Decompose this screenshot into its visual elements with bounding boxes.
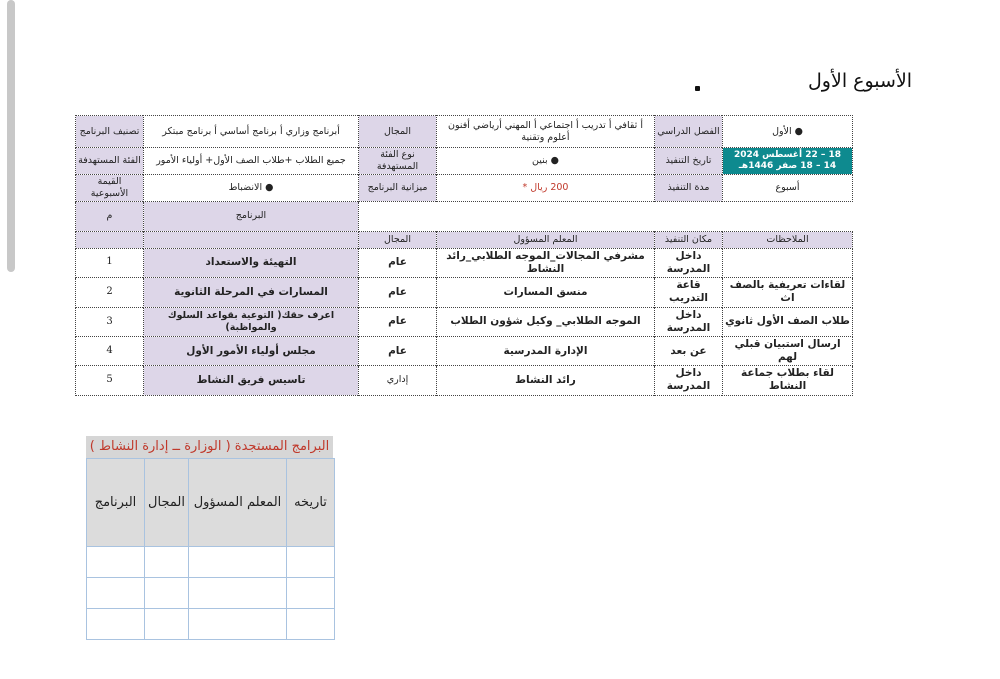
row-place: داخل المدرسة xyxy=(655,248,723,277)
col-date: تاريخه xyxy=(287,459,335,547)
empty-cell[interactable] xyxy=(87,609,145,640)
info-row-program-header xyxy=(76,201,853,231)
scrollbar[interactable] xyxy=(7,0,15,272)
row-program: المسارات في المرحلة الثانوية xyxy=(144,277,359,307)
target-type-label: نوع الفئة المستهدفة xyxy=(359,148,437,175)
week-title: الأسبوع الأول xyxy=(808,70,913,92)
new-programs-title: البرامج المستجدة ( الوزارة ــ إدارة النشاط ) xyxy=(86,436,333,458)
empty-cell[interactable] xyxy=(145,609,189,640)
col-field: المجال xyxy=(145,459,189,547)
row-num: 3 xyxy=(76,307,144,336)
field-label: المجال xyxy=(359,116,437,148)
exec-date-value xyxy=(723,148,853,175)
row-num: 2 xyxy=(76,277,144,307)
empty-cell[interactable] xyxy=(189,609,287,640)
row-teacher: مشرفي المجالات_الموجه الطلابي_رائد النشاط xyxy=(437,248,655,277)
row-place: داخل المدرسة xyxy=(655,307,723,336)
row-notes: ارسال استبيان قبلي لهم xyxy=(723,337,853,366)
gender-value: ● بنين xyxy=(437,148,655,175)
weekly-label: القيمة الأسبوعية xyxy=(76,174,144,201)
row-notes xyxy=(723,248,853,277)
row-num: 1 xyxy=(76,248,144,277)
row-program: تاسيس فريق النشاط xyxy=(144,366,359,395)
blank-area xyxy=(359,201,853,231)
info-row-duration xyxy=(76,174,853,201)
duration-value: أسبوع xyxy=(723,174,853,201)
row-place: داخل المدرسة xyxy=(655,366,723,395)
duration-label: مدة التنفيذ xyxy=(655,174,723,201)
empty-cell[interactable] xyxy=(87,547,145,578)
empty-cell[interactable] xyxy=(145,547,189,578)
empty-cell[interactable] xyxy=(287,547,335,578)
field-types: أ ثقافي أ تدريب أ اجتماعي أ المهني أرياضي أفنون أعلوم وتقنية xyxy=(437,116,655,148)
row-num: 4 xyxy=(76,337,144,366)
empty-cell[interactable] xyxy=(287,609,335,640)
table-row xyxy=(87,609,335,640)
semester-value: ● الأول xyxy=(723,116,853,148)
table-row xyxy=(76,337,853,366)
columns-header-row xyxy=(76,231,853,248)
info-row-date xyxy=(76,148,853,175)
row-num: 5 xyxy=(76,366,144,395)
table-row xyxy=(87,547,335,578)
row-field: عام xyxy=(359,277,437,307)
row-notes: لقاءات تعريفية بالصف اث xyxy=(723,277,853,307)
bullet-mark xyxy=(695,86,700,91)
row-place: عن بعد xyxy=(655,337,723,366)
target-value: جميع الطلاب +طلاب الصف الأول+ أولياء الأمور xyxy=(144,148,359,175)
empty-cell[interactable] xyxy=(87,578,145,609)
budget-label: ميزانية البرنامج xyxy=(359,174,437,201)
col-place: مكان التنفيذ xyxy=(655,231,723,248)
program-class-label: تصنيف البرنامج xyxy=(76,116,144,148)
budget-value: 200 ريال * xyxy=(437,174,655,201)
row-field: عام xyxy=(359,307,437,336)
row-field: عام xyxy=(359,337,437,366)
table-row xyxy=(76,307,853,336)
empty-cell[interactable] xyxy=(189,547,287,578)
col-responsible-teacher: المعلم المسؤول xyxy=(189,459,287,547)
program-info-table xyxy=(75,115,853,396)
target-label: الفئة المستهدفة xyxy=(76,148,144,175)
new-programs-table xyxy=(86,458,335,640)
semester-label: الفصل الدراسي xyxy=(655,116,723,148)
col-num-blank xyxy=(76,231,144,248)
row-teacher: الموجه الطلابي_ وكيل شؤون الطلاب xyxy=(437,307,655,336)
col-teacher: المعلم المسؤول xyxy=(437,231,655,248)
table-row xyxy=(76,277,853,307)
empty-cell[interactable] xyxy=(287,578,335,609)
row-notes: لقاء بطلاب جماعة النشاط xyxy=(723,366,853,395)
exec-date-gregorian: 18 – 22 أغسطس 2024 xyxy=(733,149,842,160)
row-program: التهيئة والاستعداد xyxy=(144,248,359,277)
weekly-value: ● الانضباط xyxy=(144,174,359,201)
row-place: قاعة التدريب xyxy=(655,277,723,307)
col-field: المجال xyxy=(359,231,437,248)
row-program: مجلس أولياء الأمور الأول xyxy=(144,337,359,366)
info-row-semester xyxy=(76,116,853,148)
row-notes: طلاب الصف الأول ثانوي xyxy=(723,307,853,336)
row-field: عام xyxy=(359,248,437,277)
table-row xyxy=(87,578,335,609)
program-types: أبرنامج وزاري أ برنامج أساسي أ برنامج مبتكر xyxy=(144,116,359,148)
table-row xyxy=(76,248,853,277)
program-header: البرنامج xyxy=(144,201,359,231)
exec-date-hijri: 14 – 18 صفر 1446هـ xyxy=(738,160,837,171)
new-programs-header-row xyxy=(87,459,335,547)
row-teacher: الإدارة المدرسية xyxy=(437,337,655,366)
row-field: إداري xyxy=(359,366,437,395)
empty-cell[interactable] xyxy=(189,578,287,609)
empty-cell[interactable] xyxy=(145,578,189,609)
row-teacher: رائد النشاط xyxy=(437,366,655,395)
col-notes: الملاحظات xyxy=(723,231,853,248)
row-teacher: منسق المسارات xyxy=(437,277,655,307)
col-program: البرنامج xyxy=(87,459,145,547)
table-row xyxy=(76,366,853,395)
row-program: اعرف حقك( التوعية بقواعد السلوك والمواظبة) xyxy=(144,307,359,336)
num-header: م xyxy=(76,201,144,231)
col-program-blank xyxy=(144,231,359,248)
exec-date-label: تاريخ التنفيذ xyxy=(655,148,723,175)
